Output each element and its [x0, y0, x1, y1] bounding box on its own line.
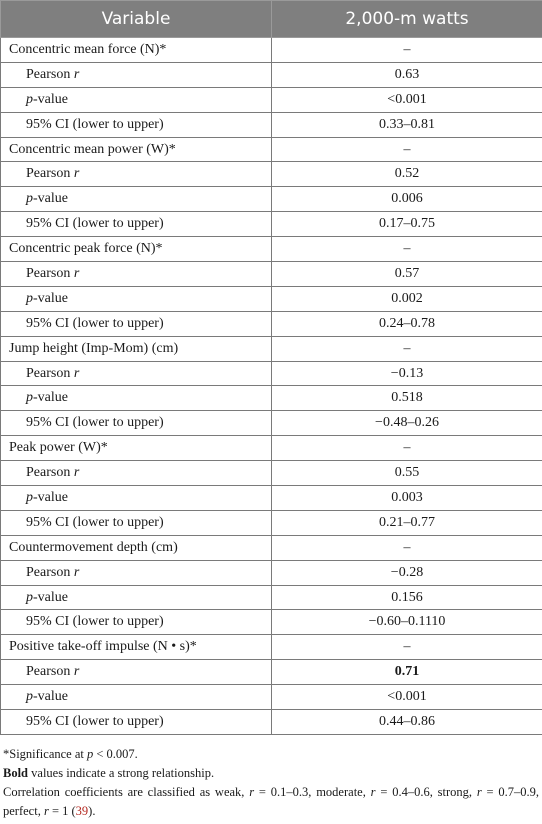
cell-variable: p-value: [1, 685, 272, 710]
table-header: [1, 1, 542, 38]
cell-value: −0.28: [272, 560, 542, 585]
table-row-variable: [1, 635, 542, 660]
cell-variable: 95% CI (lower to upper): [1, 510, 272, 535]
table-row-stat: [1, 685, 542, 710]
footnote-significance-prefix: *Significance at: [3, 746, 87, 761]
cell-variable: p-value: [1, 286, 272, 311]
cell-value: –: [272, 38, 542, 63]
footnote-classification-end: ).: [88, 803, 96, 818]
cell-variable: Jump height (Imp-Mom) (cm): [1, 336, 272, 361]
cell-variable: Concentric mean power (W)*: [1, 137, 272, 162]
header-2000m-watts: 2,000-m watts: [272, 1, 542, 38]
table-row-stat: [1, 560, 542, 585]
table-row-stat: [1, 411, 542, 436]
cell-variable: Pearson r: [1, 361, 272, 386]
table-row-stat: [1, 262, 542, 287]
cell-variable: Pearson r: [1, 461, 272, 486]
cell-value: −0.13: [272, 361, 542, 386]
table-row-stat: [1, 386, 542, 411]
cell-value: –: [272, 535, 542, 560]
cell-value: 0.24–0.78: [272, 311, 542, 336]
table-row-stat: [1, 62, 542, 87]
footnote-significance-suffix: < 0.007.: [93, 746, 138, 761]
cell-value: –: [272, 635, 542, 660]
footnote-significance: [3, 745, 539, 764]
cell-variable: Pearson r: [1, 660, 272, 685]
cell-variable: p-value: [1, 486, 272, 511]
cell-value: 0.003: [272, 486, 542, 511]
table-row-stat: [1, 585, 542, 610]
footnote-bold-text: values indicate a strong relationship.: [28, 765, 215, 780]
table-row-stat: [1, 112, 542, 137]
cell-variable: Positive take-off impulse (N • s)*: [1, 635, 272, 660]
footnote-classification: [3, 783, 539, 821]
cell-value: –: [272, 436, 542, 461]
table-row-stat: [1, 87, 542, 112]
table-row-stat: [1, 710, 542, 735]
table-row-stat: [1, 660, 542, 685]
cell-variable: p-value: [1, 87, 272, 112]
table-row-stat: [1, 187, 542, 212]
table-body: [1, 38, 542, 735]
cell-variable: p-value: [1, 386, 272, 411]
cell-variable: 95% CI (lower to upper): [1, 112, 272, 137]
cell-value: <0.001: [272, 685, 542, 710]
cell-variable: Pearson r: [1, 262, 272, 287]
footnotes: [0, 745, 542, 821]
cell-value: 0.156: [272, 585, 542, 610]
table-row-variable: [1, 137, 542, 162]
table-row-variable: [1, 336, 542, 361]
footnote-p-symbol: p: [87, 746, 94, 761]
cell-value: 0.52: [272, 162, 542, 187]
cell-value: 0.006: [272, 187, 542, 212]
cell-variable: p-value: [1, 187, 272, 212]
header-row: [1, 1, 542, 38]
cell-value: 0.57: [272, 262, 542, 287]
table-row-stat: [1, 286, 542, 311]
cell-value: –: [272, 237, 542, 262]
cell-variable: p-value: [1, 585, 272, 610]
cell-value: 0.55: [272, 461, 542, 486]
cell-variable: Pearson r: [1, 62, 272, 87]
cell-variable: Countermovement depth (cm): [1, 535, 272, 560]
cell-value: −0.60–0.1110: [272, 610, 542, 635]
footnote-classification-text: Correlation coefficients are classified as weak, r = 0.1–0.3, moderate, r = 0.4–0.6, strong, r = 0.7–0.9, perfect, r = 1 (: [3, 784, 539, 818]
cell-variable: 95% CI (lower to upper): [1, 212, 272, 237]
cell-variable: 95% CI (lower to upper): [1, 411, 272, 436]
table-row-variable: [1, 436, 542, 461]
table-row-stat: [1, 461, 542, 486]
cell-variable: Pearson r: [1, 162, 272, 187]
cell-variable: 95% CI (lower to upper): [1, 610, 272, 635]
cell-value: −0.48–0.26: [272, 411, 542, 436]
cell-variable: Concentric peak force (N)*: [1, 237, 272, 262]
cell-value: 0.44–0.86: [272, 710, 542, 735]
table-row-stat: [1, 212, 542, 237]
cell-variable: Concentric mean force (N)*: [1, 38, 272, 63]
table-row-stat: [1, 510, 542, 535]
cell-value: <0.001: [272, 87, 542, 112]
table-row-stat: [1, 486, 542, 511]
reference-link[interactable]: 39: [75, 803, 89, 818]
cell-variable: 95% CI (lower to upper): [1, 311, 272, 336]
cell-variable: Peak power (W)*: [1, 436, 272, 461]
table-row-stat: [1, 361, 542, 386]
cell-value: 0.71: [272, 660, 542, 685]
header-variable: Variable: [1, 1, 272, 38]
cell-value: 0.518: [272, 386, 542, 411]
table-row-stat: [1, 311, 542, 336]
cell-value: –: [272, 137, 542, 162]
table-row-stat: [1, 610, 542, 635]
table-row-variable: [1, 535, 542, 560]
table-row-variable: [1, 237, 542, 262]
cell-value: –: [272, 336, 542, 361]
cell-value: 0.21–0.77: [272, 510, 542, 535]
cell-variable: 95% CI (lower to upper): [1, 710, 272, 735]
table-row-stat: [1, 162, 542, 187]
cell-value: 0.17–0.75: [272, 212, 542, 237]
footnote-bold-note: [3, 764, 539, 783]
cell-value: 0.33–0.81: [272, 112, 542, 137]
table-row-variable: [1, 38, 542, 63]
cell-value: 0.002: [272, 286, 542, 311]
cell-value: 0.63: [272, 62, 542, 87]
footnote-bold-word: Bold: [3, 765, 29, 780]
cell-variable: Pearson r: [1, 560, 272, 585]
